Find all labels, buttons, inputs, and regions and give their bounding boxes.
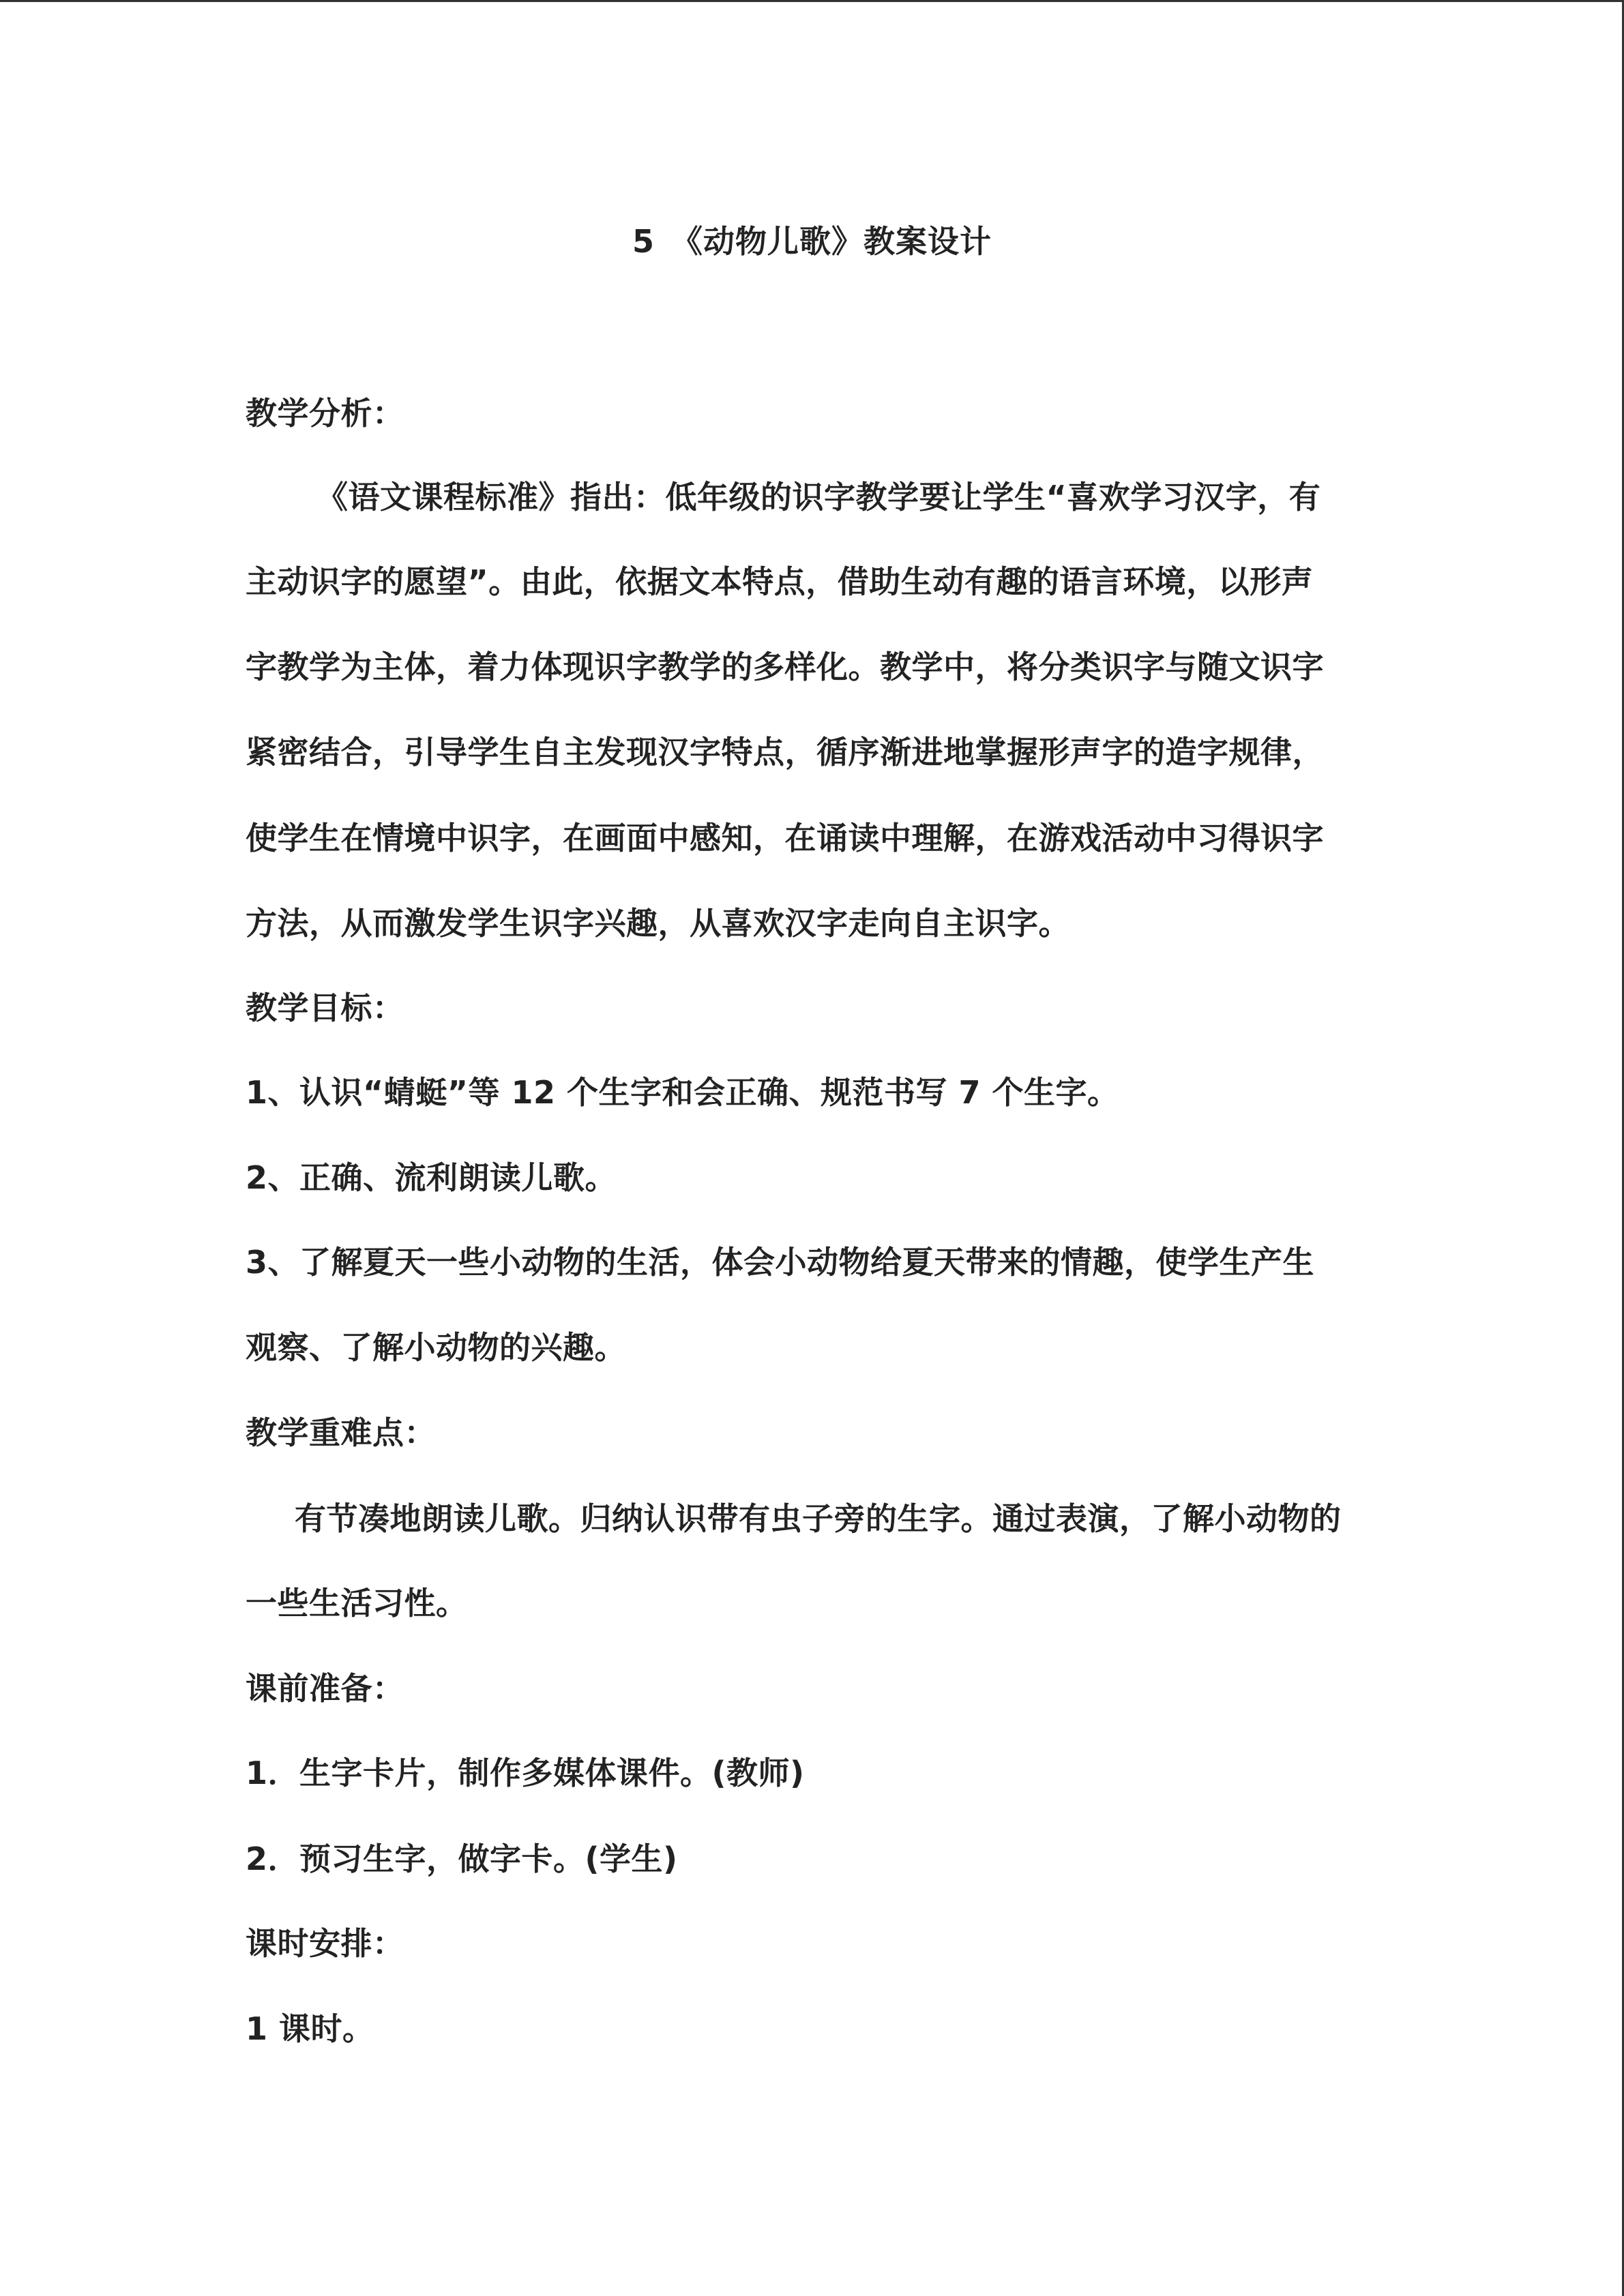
preparation-item-2: 2．预习生字，做字卡。(学生) [246,1840,678,1877]
section-heading-analysis: 教学分析： [246,395,404,432]
section-heading-preparation: 课前准备： [246,1670,404,1707]
goal-item-3-line-1: 3、了解夏天一些小动物的生活，体会小动物给夏天带来的情趣，使学生产生 [246,1244,1315,1281]
analysis-paragraph-line: 使学生在情境中识字，在画面中感知，在诵读中理解，在游戏活动中习得识字 [246,820,1324,856]
document-title: 5 《动物儿歌》教案设计 [632,223,992,260]
key-points-line-2: 一些生活习性。 [246,1585,468,1622]
analysis-paragraph-line: 主动识字的愿望”。由此，依据文本特点，借助生动有趣的语言环境，以形声 [246,563,1314,600]
key-points-line-1: 有节凑地朗读儿歌。归纳认识带有虫子旁的生字。通过表演，了解小动物的 [295,1500,1342,1537]
page-border-top [0,0,1624,2]
section-heading-key-points: 教学重难点： [246,1414,436,1451]
analysis-paragraph-line: 方法，从而激发学生识字兴趣，从喜欢汉字走向自主识字。 [246,905,1070,942]
goal-item-1: 1、认识“蜻蜓”等 12 个生字和会正确、规范书写 7 个生字。 [246,1074,1119,1111]
goal-item-2: 2、正确、流利朗读儿歌。 [246,1159,617,1196]
section-heading-schedule: 课时安排： [246,1925,404,1962]
section-heading-goals: 教学目标： [246,989,404,1026]
preparation-item-1: 1．生字卡片，制作多媒体课件。(教师) [246,1755,805,1791]
goal-item-3-line-2: 观察、了解小动物的兴趣。 [246,1329,626,1366]
analysis-paragraph-line: 《语文课程标准》指出：低年级的识字教学要让学生“喜欢学习汉字，有 [316,479,1321,516]
analysis-paragraph-line: 字教学为主体，着力体现识字教学的多样化。教学中，将分类识字与随文识字 [246,648,1324,685]
schedule-value: 1 课时。 [246,2010,374,2047]
analysis-paragraph-line: 紧密结合，引导学生自主发现汉字特点，循序渐进地掌握形声字的造字规律， [246,734,1324,771]
